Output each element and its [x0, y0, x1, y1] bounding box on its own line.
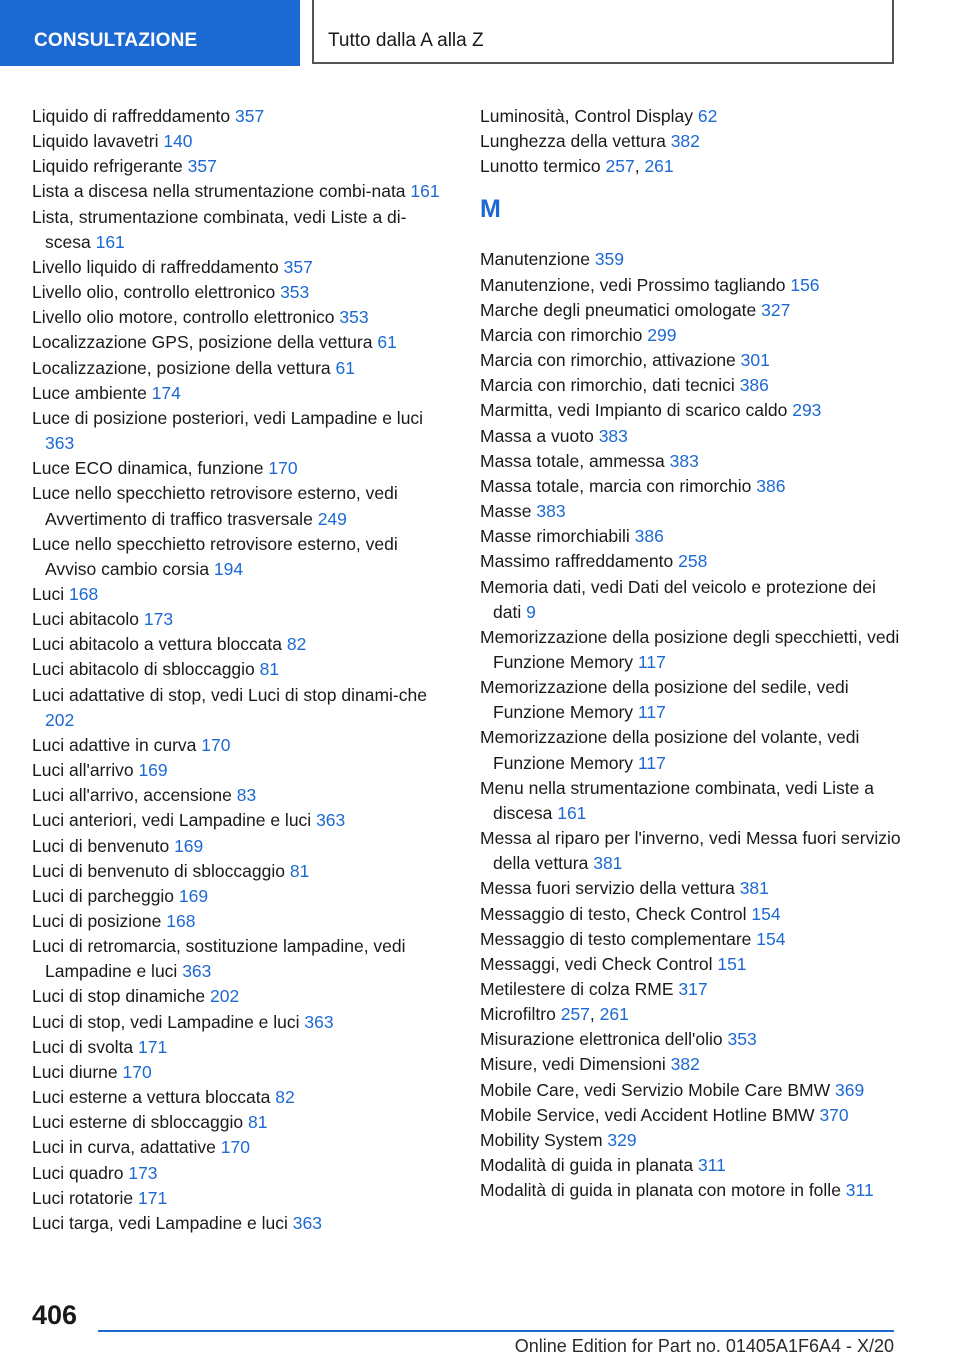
page-reference-link[interactable]: 170 — [122, 1061, 152, 1082]
index-entry — [32, 808, 452, 833]
page-reference-link[interactable]: 386 — [634, 526, 664, 547]
entry-text: Luce nello specchietto retrovisore esterno, vedi Avvertimento di traffico trasversale — [32, 483, 398, 529]
index-entry — [480, 952, 905, 977]
index-entry — [480, 876, 905, 901]
index-entry — [480, 675, 905, 725]
page-reference-link[interactable]: 171 — [138, 1036, 168, 1057]
index-entry — [480, 1153, 905, 1178]
page-reference-link[interactable]: 327 — [761, 299, 791, 320]
page-reference-link[interactable]: 62 — [697, 106, 718, 126]
page-reference-link[interactable]: 81 — [259, 659, 280, 680]
index-entry — [480, 348, 905, 373]
page-reference-link[interactable]: 363 — [292, 1212, 322, 1233]
entry-text: Massa a vuoto — [480, 425, 594, 446]
index-entry — [480, 575, 905, 625]
entry-text: Luce nello specchietto retrovisore esterno, vedi Avviso cambio corsia — [32, 533, 398, 579]
index-entry — [32, 1161, 452, 1186]
index-entry — [32, 834, 452, 859]
page-reference-link[interactable]: 154 — [756, 928, 786, 949]
page-reference-link[interactable]: 258 — [678, 551, 708, 572]
index-entry — [32, 984, 452, 1009]
page-reference-link[interactable]: 357 — [187, 156, 217, 177]
entry-text: Modalità di guida in planata — [480, 1155, 694, 1176]
page-reference-link[interactable]: 381 — [593, 853, 623, 874]
entry-text: Luci di parcheggio — [32, 885, 175, 906]
entry-text: Luci di benvenuto di sbloccaggio — [32, 860, 285, 881]
index-entry — [480, 902, 905, 927]
entry-text: Marche degli pneumatici omologate — [480, 299, 757, 320]
page-reference-link[interactable]: 81 — [289, 860, 310, 881]
entry-text: Lista, strumentazione combinata, vedi Liste a di-scesa — [32, 206, 407, 252]
index-entry — [480, 625, 905, 675]
index-entry — [32, 305, 452, 330]
page-number: 406 — [32, 1300, 78, 1330]
entry-text: Luci all'arrivo, accensione — [32, 785, 232, 806]
page-reference-link[interactable]: 257 — [605, 156, 635, 177]
entry-text: Luci anteriori, vedi Lampadine e luci — [32, 810, 312, 831]
page-reference-link[interactable]: 353 — [339, 307, 369, 328]
index-entry — [32, 582, 452, 607]
entry-text: Modalità di guida in planata con motore in folle — [480, 1180, 841, 1201]
page-reference-link[interactable]: 169 — [138, 760, 168, 781]
page-reference-link[interactable]: 169 — [178, 885, 209, 906]
index-entry — [480, 129, 905, 154]
edition-footer: Online Edition for Part no. 01405A1F6A4 - X/20 — [514, 1336, 894, 1356]
index-entry — [32, 104, 452, 129]
index-entry — [32, 607, 452, 632]
entry-text: Livello olio, controllo elettronico — [32, 282, 276, 303]
page-reference-link[interactable]: 82 — [286, 634, 307, 655]
entry-text: Localizzazione GPS, posizione della vettura — [32, 332, 373, 353]
entry-text: Luci di retromarcia, sostituzione lampadine, vedi Lampadine e luci — [32, 936, 406, 982]
entry-text: Memorizzazione della posizione degli specchietti, vedi Funzione Memory — [480, 626, 900, 672]
index-group-m — [480, 247, 905, 1203]
index-entry — [480, 1103, 905, 1128]
page-reference-link[interactable]: 249 — [317, 508, 347, 529]
page-reference-link[interactable]: 9 — [526, 601, 536, 622]
index-entry: Microfiltro 257, 261 — [480, 1004, 629, 1025]
page-reference-link[interactable]: 299 — [647, 324, 677, 345]
index-entry — [480, 323, 905, 348]
page-reference-link[interactable]: 161 — [410, 181, 440, 202]
index-entry — [480, 776, 905, 826]
index-entry — [480, 549, 905, 574]
index-entry — [32, 205, 452, 255]
index-entry — [480, 977, 905, 1002]
index-entry — [32, 129, 452, 154]
entry-text: Memorizzazione della posizione del volante, vedi Funzione Memory — [480, 727, 860, 773]
index-column-right — [480, 104, 905, 1203]
page-reference-link[interactable]: 311 — [697, 1155, 726, 1176]
page-reference-link[interactable]: 83 — [236, 785, 257, 806]
entry-text: Liquido lavavetri — [32, 131, 159, 152]
entry-text: Luci adattive in curva — [32, 734, 197, 755]
page-reference-link[interactable]: 317 — [678, 979, 708, 999]
page-reference-link[interactable]: 363 — [316, 810, 346, 831]
entry-text: Localizzazione, posizione della vettura — [32, 357, 331, 378]
page-reference-link[interactable]: 311 — [845, 1180, 874, 1201]
page-reference-link[interactable]: 170 — [268, 458, 298, 479]
index-entry — [32, 1060, 452, 1085]
entry-text: Luci di benvenuto — [32, 835, 170, 856]
page-reference-link[interactable]: 154 — [751, 903, 781, 924]
index-entry — [32, 859, 452, 884]
entry-text: Luci di svolta — [32, 1036, 134, 1057]
entry-text: Luci esterne a vettura bloccata — [32, 1087, 271, 1108]
entry-text: Luci — [32, 583, 65, 604]
page-reference-link[interactable]: 383 — [598, 425, 628, 446]
page-reference-link[interactable]: 301 — [740, 350, 770, 371]
entry-text: Massa totale, marcia con rimorchio — [480, 475, 752, 496]
page-reference-link[interactable]: 329 — [607, 1129, 637, 1150]
page-reference-link[interactable]: 363 — [304, 1011, 334, 1032]
page-reference-link[interactable]: 161 — [557, 802, 587, 823]
page-reference-link[interactable]: 381 — [739, 878, 769, 899]
page-reference-link[interactable]: 293 — [792, 400, 822, 421]
page-reference-link[interactable]: 261 — [644, 156, 674, 177]
index-entry — [32, 783, 452, 808]
page-reference-link[interactable]: 359 — [594, 249, 625, 270]
entry-text: Luci abitacolo — [32, 609, 140, 630]
entry-text: Luci di posizione — [32, 911, 162, 931]
index-entry — [32, 532, 452, 582]
page-reference-link[interactable]: 194 — [213, 558, 244, 579]
page-reference-link[interactable]: 382 — [670, 131, 700, 152]
entry-text: Luci di stop dinamiche — [32, 986, 206, 1007]
entry-text: Luci rotatorie — [32, 1187, 134, 1208]
index-entry — [32, 481, 452, 531]
page-reference-link[interactable]: 151 — [717, 953, 747, 974]
section-label: CONSULTAZIONE — [34, 30, 198, 51]
index-entry — [480, 1027, 905, 1052]
entry-text: Luce ambiente — [32, 382, 147, 403]
page-reference-link[interactable]: 117 — [637, 702, 666, 723]
index-entry — [480, 826, 905, 876]
page-reference-link[interactable]: 369 — [835, 1079, 865, 1100]
page-reference-link[interactable]: 61 — [335, 357, 355, 378]
page-reference-link[interactable]: 383 — [536, 501, 566, 522]
index-entry — [480, 474, 905, 499]
index-entry — [32, 154, 452, 179]
entry-text: Marcia con rimorchio, dati tecnici — [480, 375, 735, 396]
index-entry — [32, 909, 452, 934]
page-reference-link[interactable]: 257 — [560, 1004, 590, 1025]
entry-text: Menu nella strumentazione combinata, vedi Liste a discesa — [480, 777, 874, 823]
entry-text: Masse — [480, 501, 532, 522]
index-entry — [480, 449, 905, 474]
index-entry — [32, 733, 452, 758]
entry-text: Livello liquido di raffreddamento — [32, 256, 279, 277]
index-entry — [32, 456, 452, 481]
index-entry — [32, 179, 452, 204]
index-column-left — [32, 104, 452, 1236]
index-entry — [32, 1135, 452, 1160]
entry-text: Liquido refrigerante — [32, 156, 183, 177]
chapter-title: Tutto dalla A alla Z — [328, 30, 484, 51]
page-reference-link[interactable]: 353 — [280, 282, 310, 303]
index-entry — [480, 373, 905, 398]
page-reference-link[interactable]: 202 — [45, 709, 75, 730]
page-reference-link[interactable]: 357 — [235, 106, 265, 126]
entry-text: Lunghezza della vettura — [480, 131, 666, 152]
entry-text: Messaggi, vedi Check Control — [480, 953, 713, 974]
entry-text: Massimo raffreddamento — [480, 551, 674, 572]
page-reference-link[interactable]: 170 — [201, 734, 231, 755]
entry-text: Manutenzione — [480, 249, 590, 270]
index-entry — [480, 725, 905, 775]
index-entry — [32, 1110, 452, 1135]
index-entry — [480, 524, 905, 549]
index-entry: Lunotto termico 257, 261 — [480, 156, 674, 177]
index-entry — [480, 273, 905, 298]
page-reference-link[interactable]: 386 — [739, 375, 769, 396]
page-reference-link[interactable]: 117 — [637, 752, 666, 773]
page-reference-link[interactable]: 202 — [210, 986, 240, 1007]
page-reference-link[interactable]: 61 — [377, 332, 397, 353]
entry-text: Mobile Care, vedi Servizio Mobile Care BMW — [480, 1079, 831, 1100]
index-entry — [480, 247, 905, 272]
section-letter-heading: M — [480, 195, 501, 224]
page-reference-link[interactable]: 168 — [68, 583, 99, 604]
index-entry — [480, 499, 905, 524]
entry-text: Messa fuori servizio della vettura — [480, 878, 735, 899]
page-reference-link[interactable]: 140 — [163, 131, 193, 152]
entry-text: Luce ECO dinamica, funzione — [32, 458, 264, 479]
page-reference-link[interactable]: 363 — [45, 433, 75, 454]
index-entry — [480, 398, 905, 423]
index-entry — [480, 927, 905, 952]
index-entry — [32, 934, 452, 984]
entry-text: Misurazione elettronica dell'olio — [480, 1029, 723, 1050]
page-reference-link[interactable]: 174 — [151, 382, 181, 403]
index-entry — [32, 356, 452, 381]
section-tab — [0, 0, 300, 66]
page-reference-link[interactable]: 161 — [95, 231, 125, 252]
footer-divider — [98, 1330, 894, 1332]
index-entry — [32, 1010, 452, 1035]
page-reference-link[interactable]: 363 — [182, 961, 212, 982]
index-group-l-continued — [480, 104, 905, 179]
index-entry — [32, 657, 452, 682]
index-entry — [32, 406, 452, 456]
entry-text: Metilestere di colza RME — [480, 979, 674, 999]
page-reference-link[interactable]: 156 — [790, 274, 820, 295]
entry-text: Luci in curva, adattative — [32, 1137, 216, 1158]
page-reference-link[interactable]: 117 — [637, 651, 666, 672]
index-entry — [32, 1085, 452, 1110]
entry-text: Luci adattative di stop, vedi Luci di stop dinami-che — [32, 684, 427, 705]
entry-text: Livello olio motore, controllo elettronico — [32, 307, 335, 328]
entry-text: Luce di posizione posteriori, vedi Lampadine e luci — [32, 407, 424, 428]
index-entry — [32, 1211, 452, 1236]
page-reference-link[interactable]: 173 — [128, 1162, 158, 1183]
entry-text: Luci quadro — [32, 1162, 124, 1183]
page-reference-link[interactable]: 82 — [275, 1087, 295, 1108]
index-entry — [32, 255, 452, 280]
index-entry — [32, 381, 452, 406]
entry-text: Luci di stop, vedi Lampadine e luci — [32, 1011, 300, 1032]
entry-text: Luci all'arrivo — [32, 760, 134, 781]
entry-text: Luci abitacolo di sbloccaggio — [32, 659, 255, 680]
entry-text: Marcia con rimorchio, attivazione — [480, 350, 736, 371]
page-reference-link[interactable]: 261 — [599, 1004, 629, 1025]
index-entry — [32, 280, 452, 305]
index-entry — [480, 1178, 905, 1203]
entry-text: Masse rimorchiabili — [480, 526, 630, 547]
index-entry — [32, 330, 452, 355]
page-reference-link[interactable]: 382 — [670, 1054, 700, 1075]
entry-text: Misure, vedi Dimensioni — [480, 1054, 666, 1075]
index-entry — [32, 632, 452, 657]
chapter-tab — [312, 0, 894, 64]
page-reference-link[interactable]: 81 — [247, 1112, 268, 1133]
index-entry — [480, 104, 905, 129]
index-entry — [32, 1186, 452, 1211]
index-entry — [480, 1052, 905, 1077]
entry-text: Luminosità, Control Display — [480, 106, 694, 126]
index-entry — [480, 1128, 905, 1153]
entry-text: Memorizzazione della posizione del sedile, vedi Funzione Memory — [480, 677, 849, 723]
page-reference-link[interactable]: 170 — [220, 1137, 250, 1158]
page-reference-link[interactable]: 370 — [819, 1104, 849, 1125]
index-entry — [480, 298, 905, 323]
page-reference-link[interactable]: 353 — [727, 1029, 757, 1050]
entry-text: Messa al riparo per l'inverno, vedi Messa fuori servizio della vettura — [480, 828, 901, 874]
entry-text: Messaggio di testo, Check Control — [480, 903, 747, 924]
entry-text: Messaggio di testo complementare — [480, 928, 752, 949]
entry-text: Microfiltro — [480, 1004, 556, 1025]
entry-text: Manutenzione, vedi Prossimo tagliando — [480, 274, 786, 295]
entry-text: Luci esterne di sbloccaggio — [32, 1112, 244, 1133]
index-entry — [32, 884, 452, 909]
entry-text: Lista a discesa nella strumentazione combi-nata — [32, 181, 406, 202]
entry-text: Lunotto termico — [480, 156, 601, 177]
index-entry — [32, 683, 452, 733]
entry-text: Memoria dati, vedi Dati del veicolo e protezione dei dati — [480, 576, 876, 622]
index-entry — [32, 1035, 452, 1060]
page-reference-link[interactable]: 169 — [174, 835, 204, 856]
page-reference-link[interactable]: 171 — [138, 1187, 168, 1208]
entry-text: Mobile Service, vedi Accident Hotline BMW — [480, 1104, 815, 1125]
page-reference-link[interactable]: 386 — [756, 475, 786, 496]
index-entry — [480, 424, 905, 449]
entry-text: Luci diurne — [32, 1061, 118, 1082]
page-reference-link[interactable]: 173 — [143, 609, 174, 630]
entry-text: Massa totale, ammessa — [480, 450, 665, 471]
entry-text: Mobility System — [480, 1129, 603, 1150]
entry-text: Liquido di raffreddamento — [32, 106, 231, 126]
index-entry — [480, 1078, 905, 1103]
entry-text: Luci targa, vedi Lampadine e luci — [32, 1212, 288, 1233]
page-reference-link[interactable]: 383 — [669, 450, 699, 471]
entry-text: Luci abitacolo a vettura bloccata — [32, 634, 283, 655]
index-entry — [32, 758, 452, 783]
entry-text: Marmitta, vedi Impianto di scarico caldo — [480, 400, 788, 421]
page-reference-link[interactable]: 168 — [166, 911, 196, 931]
entry-text: Marcia con rimorchio — [480, 324, 643, 345]
page-reference-link[interactable]: 357 — [283, 256, 313, 277]
